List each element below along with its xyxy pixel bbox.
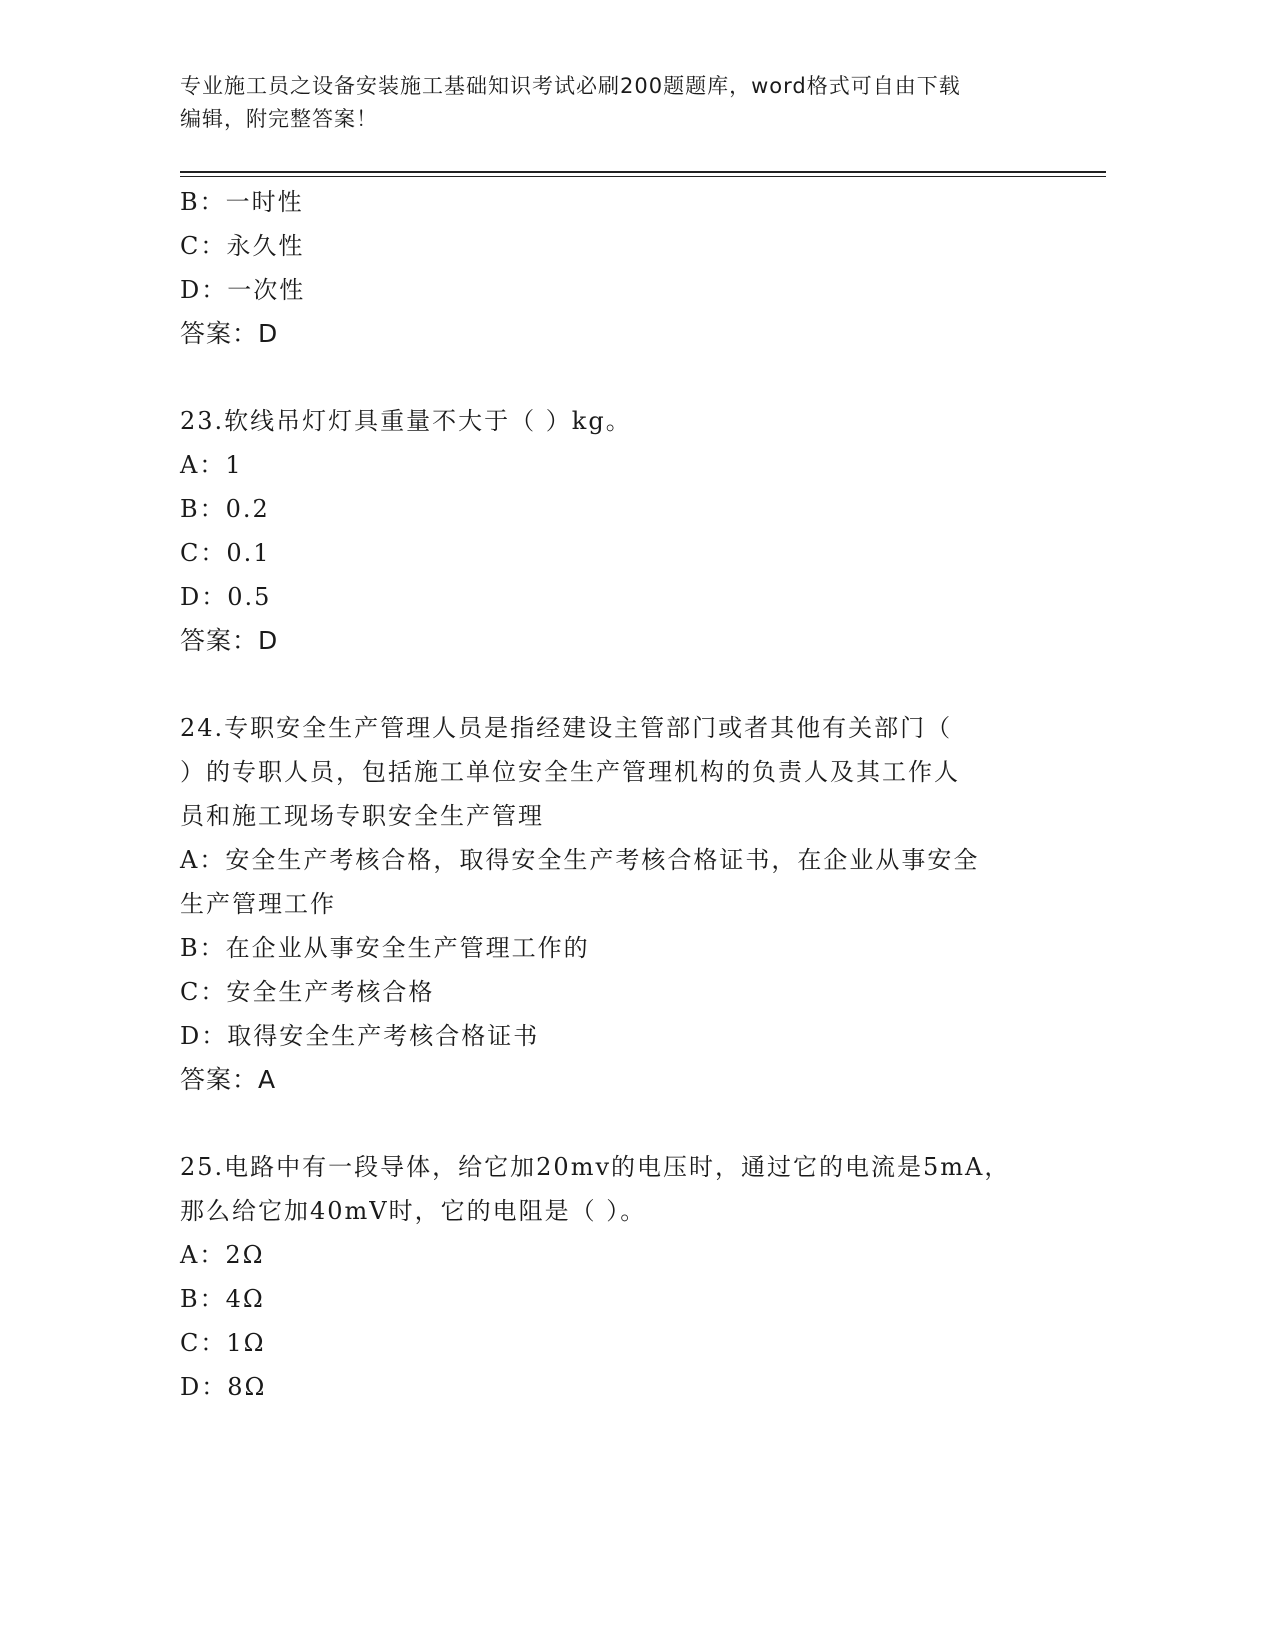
option-c: C：1Ω — [180, 1329, 266, 1357]
option-a: A：2Ω — [180, 1241, 265, 1269]
option-c: C：永久性 — [180, 232, 305, 260]
question-25 — [180, 1145, 1040, 1409]
option-d: D：取得安全生产考核合格证书 — [180, 1022, 540, 1050]
answer-line: 答案：A — [180, 1065, 277, 1094]
header-divider-thick — [180, 171, 1106, 173]
option-b: B：4Ω — [180, 1285, 265, 1313]
option-d: D：一次性 — [180, 276, 306, 304]
option-d: D：8Ω — [180, 1373, 267, 1401]
question-23 — [180, 399, 1040, 663]
question-24 — [180, 706, 1040, 1102]
header-title-line-1: 专业施工员之设备安装施工基础知识考试必刷200题题库，word格式可自由下载 — [180, 74, 961, 98]
question-stem-line-1: 25.电路中有一段导体，给它加20mv的电压时，通过它的电流是5mA， — [180, 1153, 1011, 1181]
option-c: C：安全生产考核合格 — [180, 978, 435, 1006]
option-c: C：0.1 — [180, 539, 271, 567]
option-b: B：一时性 — [180, 188, 304, 216]
option-a: A：1 — [180, 451, 243, 479]
question-stem-line-2: 那么给它加40mV时，它的电阻是（ ）。 — [180, 1197, 647, 1225]
header-divider-thin — [180, 176, 1106, 177]
question-stem-line-1: 24.专职安全生产管理人员是指经建设主管部门或者其他有关部门（ — [180, 714, 953, 742]
question-22-tail — [180, 180, 1040, 356]
header-title-line-2: 编辑，附完整答案！ — [180, 107, 378, 131]
option-a-line-1: A：安全生产考核合格，取得安全生产考核合格证书，在企业从事安全 — [180, 846, 980, 874]
option-d: D：0.5 — [180, 583, 272, 611]
question-stem-line-2: ）的专职人员，包括施工单位安全生产管理机构的负责人及其工作人 — [180, 758, 960, 786]
option-b: B：在企业从事安全生产管理工作的 — [180, 934, 590, 962]
option-a-line-2: 生产管理工作 — [180, 890, 336, 918]
question-stem: 23.软线吊灯灯具重量不大于（ ）kg。 — [180, 407, 632, 435]
answer-line: 答案：D — [180, 626, 279, 655]
answer-line: 答案：D — [180, 319, 279, 348]
option-b: B：0.2 — [180, 495, 270, 523]
question-content — [180, 180, 1040, 1409]
document-header — [180, 70, 1040, 136]
question-stem-line-3: 员和施工现场专职安全生产管理 — [180, 802, 544, 830]
